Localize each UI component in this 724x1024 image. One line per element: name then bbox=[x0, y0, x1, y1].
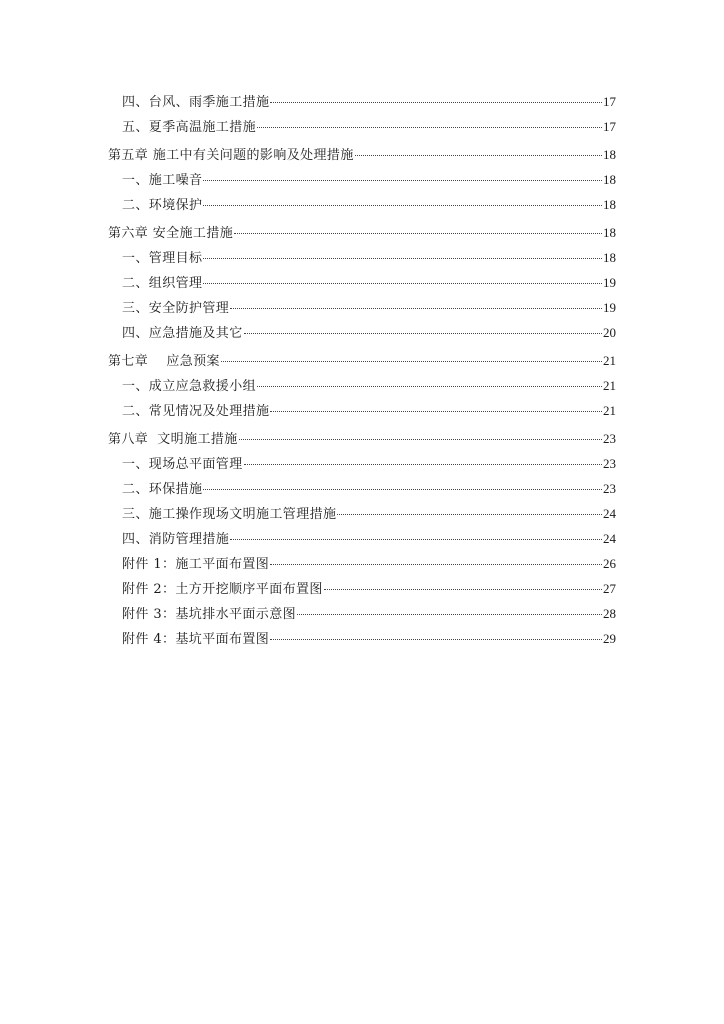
toc-entry-page: 21 bbox=[603, 353, 616, 368]
toc-entry-page: 19 bbox=[603, 300, 616, 315]
dot-leader bbox=[297, 614, 602, 615]
toc-entry-page: 21 bbox=[603, 378, 616, 393]
dot-leader bbox=[244, 464, 602, 465]
toc-entry-appendix[interactable] bbox=[108, 604, 616, 624]
toc-entry-page: 17 bbox=[603, 119, 616, 134]
dot-leader bbox=[244, 333, 602, 334]
toc-entry[interactable] bbox=[108, 273, 616, 293]
toc-entry[interactable] bbox=[108, 117, 616, 137]
toc-entry-page: 21 bbox=[603, 403, 616, 418]
toc-entry[interactable] bbox=[108, 323, 616, 343]
toc-entry-title: 一、施工噪音 bbox=[122, 173, 203, 188]
dot-leader bbox=[337, 514, 602, 515]
toc-entry-page: 18 bbox=[603, 172, 616, 187]
toc-entry-title: 第六章 安全施工措施 bbox=[108, 226, 234, 241]
toc-entry[interactable] bbox=[108, 454, 616, 474]
toc-entry[interactable] bbox=[108, 170, 616, 190]
dot-leader bbox=[203, 258, 602, 259]
dot-leader bbox=[257, 386, 602, 387]
dot-leader bbox=[203, 205, 602, 206]
toc-entry-title: 第五章 施工中有关问题的影响及处理措施 bbox=[108, 148, 354, 163]
dot-leader bbox=[355, 155, 602, 156]
toc-entry-title: 附件 2：土方开挖顺序平面布置图 bbox=[122, 582, 323, 597]
toc-entry-page: 18 bbox=[603, 197, 616, 212]
toc-entry-page: 29 bbox=[603, 631, 616, 646]
dot-leader bbox=[270, 564, 602, 565]
toc-entry-title: 三、安全防护管理 bbox=[122, 301, 230, 316]
toc-entry-title: 三、施工操作现场文明施工管理措施 bbox=[122, 507, 337, 522]
toc-entry-appendix[interactable] bbox=[108, 554, 616, 574]
toc-entry-title: 一、成立应急救援小组 bbox=[122, 379, 257, 394]
toc-entry-title: 第七章 应急预案 bbox=[108, 354, 220, 369]
toc-entry-title: 五、夏季高温施工措施 bbox=[122, 120, 257, 135]
toc-entry-title: 一、现场总平面管理 bbox=[122, 457, 243, 472]
toc-entry-page: 23 bbox=[603, 431, 616, 446]
dot-leader bbox=[270, 639, 602, 640]
toc-entry[interactable] bbox=[108, 504, 616, 524]
toc-entry-page: 19 bbox=[603, 275, 616, 290]
toc-entry-page: 20 bbox=[603, 325, 616, 340]
toc-entry-page: 18 bbox=[603, 250, 616, 265]
toc-entry-title: 附件 3：基坑排水平面示意图 bbox=[122, 607, 297, 622]
toc-entry-title: 二、环境保护 bbox=[122, 198, 203, 213]
toc-entry[interactable] bbox=[108, 195, 616, 215]
dot-leader bbox=[203, 283, 602, 284]
toc-entry-chapter[interactable] bbox=[108, 223, 616, 243]
toc-entry-page: 18 bbox=[603, 147, 616, 162]
toc-entry[interactable] bbox=[108, 376, 616, 396]
toc-entry-title: 二、环保措施 bbox=[122, 482, 203, 497]
toc-entry[interactable] bbox=[108, 248, 616, 268]
toc-entry-title: 四、台风、雨季施工措施 bbox=[122, 95, 270, 110]
table-of-contents bbox=[108, 92, 616, 649]
toc-entry[interactable] bbox=[108, 298, 616, 318]
dot-leader bbox=[270, 102, 602, 103]
toc-entry-appendix[interactable] bbox=[108, 629, 616, 649]
toc-entry[interactable] bbox=[108, 92, 616, 112]
toc-entry-page: 23 bbox=[603, 481, 616, 496]
dot-leader bbox=[221, 361, 602, 362]
toc-entry-appendix[interactable] bbox=[108, 579, 616, 599]
toc-entry-page: 26 bbox=[603, 556, 616, 571]
toc-entry-page: 24 bbox=[603, 531, 616, 546]
toc-entry-title: 附件 1：施工平面布置图 bbox=[122, 557, 270, 572]
dot-leader bbox=[257, 127, 602, 128]
toc-entry-page: 27 bbox=[603, 581, 616, 596]
toc-entry-chapter[interactable] bbox=[108, 145, 616, 165]
toc-entry-page: 24 bbox=[603, 506, 616, 521]
dot-leader bbox=[239, 439, 602, 440]
toc-entry-page: 17 bbox=[603, 94, 616, 109]
toc-entry-title: 第八章 文明施工措施 bbox=[108, 432, 238, 447]
dot-leader bbox=[234, 233, 602, 234]
toc-entry-title: 二、组织管理 bbox=[122, 276, 203, 291]
toc-entry-chapter[interactable] bbox=[108, 351, 616, 371]
toc-entry[interactable] bbox=[108, 529, 616, 549]
toc-entry-chapter[interactable] bbox=[108, 429, 616, 449]
dot-leader bbox=[203, 489, 602, 490]
dot-leader bbox=[230, 308, 602, 309]
toc-entry-title: 一、管理目标 bbox=[122, 251, 203, 266]
toc-entry-title: 四、应急措施及其它 bbox=[122, 326, 243, 341]
toc-entry-title: 附件 4：基坑平面布置图 bbox=[122, 632, 270, 647]
toc-entry-page: 18 bbox=[603, 225, 616, 240]
toc-entry-title: 四、消防管理措施 bbox=[122, 532, 230, 547]
dot-leader bbox=[230, 539, 602, 540]
toc-entry-page: 28 bbox=[603, 606, 616, 621]
toc-entry-page: 23 bbox=[603, 456, 616, 471]
dot-leader bbox=[270, 411, 602, 412]
toc-entry[interactable] bbox=[108, 479, 616, 499]
dot-leader bbox=[324, 589, 602, 590]
toc-entry-title: 二、常见情况及处理措施 bbox=[122, 404, 270, 419]
toc-entry[interactable] bbox=[108, 401, 616, 421]
dot-leader bbox=[203, 180, 602, 181]
